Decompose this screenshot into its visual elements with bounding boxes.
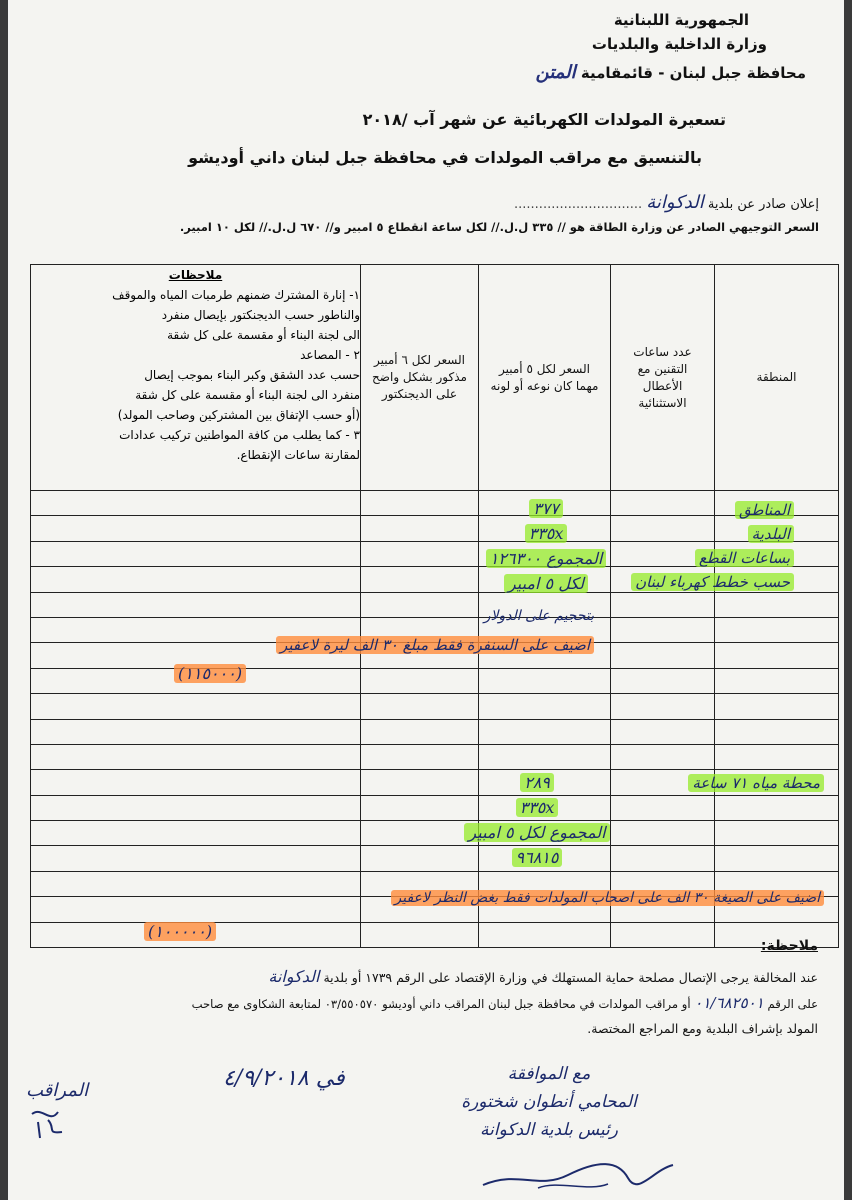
footer-line-3: المولد بإشراف البلدية ومع المراجع المختصة. bbox=[587, 1021, 818, 1036]
area-a-line: حسب خطط كهرباء لبنان bbox=[631, 573, 794, 591]
note-b1-wrap bbox=[391, 890, 825, 906]
inspector-scribble bbox=[28, 1104, 68, 1140]
table-header-row bbox=[31, 265, 839, 491]
area-a-handwritten bbox=[631, 498, 794, 594]
price-b-line: ٣٣٥x bbox=[516, 798, 559, 817]
price-a-line: المجموع ١٢٦٣٠٠ bbox=[486, 549, 607, 568]
price-b-line: ٩٦٨١٥ bbox=[512, 848, 563, 867]
table-row bbox=[31, 795, 839, 820]
price-a-line: لكل ٥ امبير bbox=[504, 574, 588, 593]
table-cell bbox=[361, 719, 479, 744]
note-a2-wrap bbox=[276, 636, 594, 654]
ministry-title: وزارة الداخلية والبلديات bbox=[591, 35, 767, 53]
mayor-title: رئيس بلدية الدكوانة bbox=[480, 1120, 618, 1140]
district-handwritten: المتن bbox=[535, 62, 576, 83]
table-cell bbox=[479, 719, 611, 744]
table-cell bbox=[31, 516, 361, 541]
table-cell bbox=[611, 795, 715, 820]
table-cell bbox=[31, 871, 361, 896]
page-subtitle: بالتنسيق مع مراقب المولدات في محافظة جبل لبنان داني أوديشو bbox=[188, 148, 702, 167]
table-cell bbox=[31, 694, 361, 719]
table-cell bbox=[361, 770, 479, 795]
table-row bbox=[31, 744, 839, 769]
municipality-handwritten: الدكوانة bbox=[646, 192, 704, 213]
table-cell bbox=[31, 897, 361, 922]
table-cell bbox=[715, 668, 839, 693]
signature-date: في ٤/٩/٢٠١٨ bbox=[223, 1066, 345, 1091]
table-cell bbox=[361, 744, 479, 769]
republic-title: الجمهورية اللبنانية bbox=[613, 11, 749, 29]
table-cell bbox=[361, 795, 479, 820]
notes-line: والناطور حسب الديجنكتور بإيصال منفرد bbox=[161, 308, 360, 322]
table-cell bbox=[361, 821, 479, 846]
official-price-line: السعر التوجيهي الصادر عن وزارة الطاقة هو // ٣٣٥ ل.ل.// لكل ساعة انقطاع ٥ امبير و// ٦٧٠ ل.ل.// لكل ١٠ امبير. bbox=[179, 220, 819, 234]
inspector-signature: المراقب bbox=[26, 1080, 89, 1101]
area-a-line: بساعات القطع bbox=[695, 549, 794, 567]
table-row bbox=[31, 592, 839, 617]
table-cell bbox=[361, 694, 479, 719]
notes-line: (أو حسب الإتفاق بين المشتركين وصاحب المولد) bbox=[117, 408, 360, 422]
price-b-line: ٢٨٩ bbox=[520, 773, 554, 792]
signature-scribble bbox=[478, 1140, 678, 1195]
table-row bbox=[31, 719, 839, 744]
governorate-label: محافظة جبل لبنان - قائمقامية bbox=[580, 64, 806, 82]
table-cell bbox=[31, 770, 361, 795]
table-cell bbox=[479, 694, 611, 719]
table-cell bbox=[31, 846, 361, 871]
footer-line-2-text: أو مراقب المولدات في محافظة جبل لبنان المراقب داني أوديشو ٠٣/٥٥٠٥٧٠ لمتابعة الشكاوى مع صاحب bbox=[191, 997, 691, 1011]
announcement-line: إعلان صادر عن بلدية الدكوانة ............................... bbox=[514, 192, 819, 213]
table-cell bbox=[361, 516, 479, 541]
table-cell bbox=[715, 694, 839, 719]
table-cell bbox=[611, 668, 715, 693]
notes-line: ٢ - المصاعد bbox=[300, 348, 360, 362]
table-cell bbox=[715, 643, 839, 668]
notes-line: منفرد الى لجنة البناء أو مقسمة على كل شقة bbox=[135, 388, 360, 402]
note-b1: اضيف على الصيغة ٣٠ الف على اصحاب المولدات فقط بغض النظر لاعفير bbox=[391, 890, 825, 906]
table-row bbox=[31, 668, 839, 693]
note-a2: اضيف على السنفرة فقط مبلغ ٣٠ الف ليرة لاعفير bbox=[276, 636, 594, 654]
table-cell bbox=[715, 592, 839, 617]
approval-text: مع الموافقة bbox=[507, 1064, 591, 1084]
table-cell bbox=[715, 617, 839, 642]
announcement-prefix: إعلان صادر عن بلدية bbox=[707, 197, 819, 212]
footer-line-2-handwritten: ٠١/٦٨٢٥٠١ bbox=[694, 994, 764, 1012]
price-a-line: ٣٣٥x bbox=[525, 524, 568, 543]
table-row bbox=[31, 846, 839, 871]
footer-note-label: ملاحظة: bbox=[760, 938, 818, 954]
document-page bbox=[8, 0, 844, 1200]
table-cell bbox=[31, 592, 361, 617]
table-cell bbox=[611, 592, 715, 617]
table-cell bbox=[611, 744, 715, 769]
footer-line-1-handwritten: الدكوانة bbox=[268, 967, 320, 986]
header-price-5a: السعر لكل ٥ أمبير مهما كان نوعه أو لونه bbox=[479, 265, 611, 491]
table-cell bbox=[31, 744, 361, 769]
note-b2-wrap bbox=[144, 922, 216, 941]
table-cell bbox=[31, 719, 361, 744]
footer-line-2 bbox=[18, 992, 818, 1015]
notes-line: ٣ - كما يطلب من كافة المواطنين تركيب عدادات bbox=[119, 428, 360, 442]
table-cell bbox=[715, 795, 839, 820]
note-b2: (١٠٠٠٠٠) bbox=[144, 922, 216, 941]
table-cell bbox=[611, 922, 715, 947]
area-b: محطة مياه ٧١ ساعة bbox=[688, 774, 824, 792]
table-row bbox=[31, 821, 839, 846]
table-cell bbox=[361, 922, 479, 947]
price-b-handwritten bbox=[462, 770, 612, 870]
footer-line-1 bbox=[18, 966, 818, 989]
approval-signature bbox=[439, 1060, 659, 1144]
table-cell bbox=[715, 719, 839, 744]
table-row bbox=[31, 694, 839, 719]
notes-line: ١- إنارة المشترك ضمنهم طرمبات المياه والموقف bbox=[112, 288, 360, 302]
table-cell bbox=[31, 541, 361, 566]
table-cell bbox=[361, 846, 479, 871]
header-notes bbox=[31, 265, 361, 491]
price-a-line: ٣٧٧ bbox=[529, 499, 563, 518]
table-cell bbox=[31, 567, 361, 592]
table-cell bbox=[611, 719, 715, 744]
note-a3-wrap bbox=[174, 664, 246, 683]
table-cell bbox=[361, 541, 479, 566]
area-a-line: المناطق bbox=[735, 501, 794, 519]
note-a3: (١١٥٠٠٠) bbox=[174, 664, 246, 683]
governorate-line bbox=[536, 62, 806, 83]
table-cell bbox=[479, 922, 611, 947]
notes-title: ملاحظات bbox=[168, 268, 223, 282]
header-hours: عدد ساعات التقنين مع الأعطال الاستثنائية bbox=[611, 265, 715, 491]
footer-line-2-label: على الرقم bbox=[767, 997, 818, 1011]
table-cell bbox=[611, 694, 715, 719]
page-title: تسعيرة المولدات الكهربائية عن شهر آب /٢٠١٨ bbox=[362, 110, 726, 129]
table-cell bbox=[479, 668, 611, 693]
area-b-wrap bbox=[688, 774, 824, 792]
notes-line: لمقارنة ساعات الإنقطاع. bbox=[236, 448, 360, 462]
mayor-name: المحامي أنطوان شختورة bbox=[461, 1092, 637, 1112]
note-a1: بتحجيم على الدولار bbox=[483, 608, 594, 624]
price-b-line: المجموع لكل ٥ امبير bbox=[464, 823, 609, 842]
header-price-6a: السعر لكل ٦ أمبير مذكور بشكل واضح على الديجنكتور bbox=[361, 265, 479, 491]
footer-line-1-text: عند المخالفة يرجى الإتصال مصلحة حماية المستهلك في وزارة الإقتصاد على الرقم ١٧٣٩ أو بلدية bbox=[323, 970, 818, 985]
table-cell bbox=[361, 668, 479, 693]
table-cell bbox=[361, 592, 479, 617]
table-cell bbox=[611, 821, 715, 846]
header-area: المنطقة bbox=[715, 265, 839, 491]
table-cell bbox=[361, 491, 479, 516]
price-a-handwritten bbox=[480, 496, 612, 596]
table-cell bbox=[611, 617, 715, 642]
table-cell bbox=[715, 846, 839, 871]
tariff-table bbox=[30, 264, 839, 948]
notes-line: حسب عدد الشقق وكبر البناء بموجب إيصال bbox=[144, 368, 360, 382]
notes-line: الى لجنة البناء أو مقسمة على كل شقة bbox=[167, 328, 360, 342]
table-cell bbox=[31, 795, 361, 820]
table-cell bbox=[715, 821, 839, 846]
table-cell bbox=[611, 846, 715, 871]
header-block bbox=[591, 8, 767, 56]
table-cell bbox=[31, 491, 361, 516]
table-cell bbox=[361, 567, 479, 592]
table-cell bbox=[715, 744, 839, 769]
table-cell bbox=[479, 744, 611, 769]
table-cell bbox=[31, 821, 361, 846]
table-cell bbox=[611, 643, 715, 668]
area-a-line: البلدية bbox=[748, 525, 794, 543]
